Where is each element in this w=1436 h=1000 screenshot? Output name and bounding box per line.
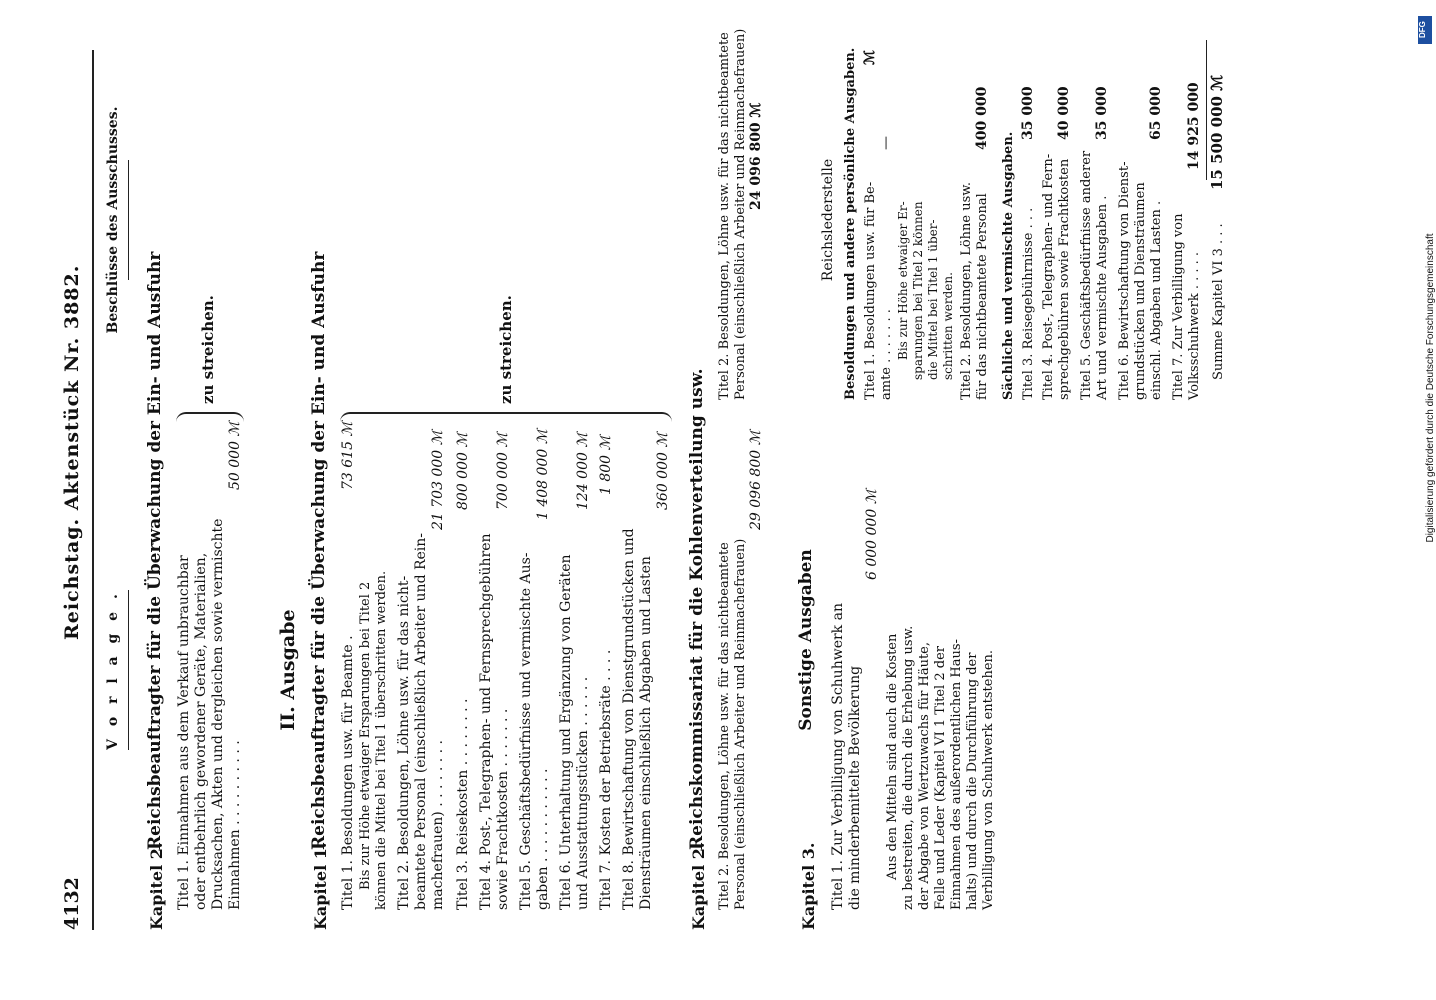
r-titel-5-line: Art und vermischte Ausgaben .: [1095, 195, 1110, 400]
r-titel-1-amount: —: [878, 136, 894, 150]
titel-6-line: Titel 6. Unterhaltung und Ergänzung von Geräten: [558, 554, 574, 910]
titel-4-line: sowie Frachtkosten . . . . . . .: [495, 708, 511, 910]
r-titel-6-line: Titel 6. Bewirtschaftung von Dienst-: [1117, 161, 1132, 400]
kap2-titel1-line: Drucksachen, Akten und dergleichen sowie vermischte: [210, 518, 226, 910]
r-titel-7-amount: 14 925 000: [1186, 82, 1202, 170]
titel-4-amount: 700 000 ℳ: [495, 432, 511, 510]
kap2-titel1-line: oder entbehrlich gewordener Geräte, Materialien,: [193, 552, 209, 910]
kapitel-2b-label: Kapitel 2.: [689, 842, 708, 930]
kapitel-2b-title: Reichskommissariat für die Kohlenverteilung usw.: [687, 368, 707, 850]
kap3-note-line: Einnahmen des außerordentlichen Haus-: [949, 639, 964, 910]
kapitel-3-label: Kapitel 3.: [799, 842, 818, 930]
r-titel-2-line: Titel 2. Besoldungen, Löhne usw.: [959, 182, 974, 400]
kap3-note-line: Aus den Mitteln sind auch die Kosten: [885, 633, 900, 880]
vorlage-heading: V o r l a g e .: [105, 590, 121, 750]
kap2b-titel2-amount: 29 096 800 ℳ: [748, 430, 764, 530]
titel-4-line: Titel 4. Post-, Telegraphen- und Fernsprechgebühren: [478, 533, 494, 910]
brace: [176, 412, 244, 422]
besoldungen-heading: Besoldungen und andere persönliche Ausgaben.: [843, 47, 858, 400]
kap3-note-line: halts) und durch die Durchführung der: [965, 652, 980, 910]
reichslederstelle-heading: Reichslederstelle: [820, 158, 836, 282]
kapitel-2-title: Reichsbeauftragter für die Überwachung der Ein- und Ausfuhr: [145, 251, 165, 850]
strike-note: zu streichen.: [497, 295, 515, 404]
r-titel-1-note: Bis zur Höhe etwaiger Er-: [896, 201, 910, 360]
r-kap2b-titel2-amount: 24 096 800 ℳ: [748, 102, 764, 210]
sum-label: Summe Kapitel VI 3 . . .: [1211, 223, 1226, 380]
titel-1-amount: 73 615 ℳ: [340, 421, 356, 490]
r-kap2b-titel2-line: Personal (einschließlich Arbeiter und Reinmachefrauen): [733, 28, 748, 400]
titel-8-amount: 360 000 ℳ: [655, 432, 671, 510]
r-titel-2-amount: 400 000: [974, 86, 990, 150]
kap2b-titel2-line: Titel 2. Besoldungen, Löhne usw. für das nichtbeamtete: [717, 542, 732, 910]
page-header: [62, 50, 94, 930]
kap3-note-line: der Abgabe von Wertzuwachs für Häute,: [917, 642, 932, 910]
page-number: 4132: [61, 877, 83, 930]
r-titel-7-line: Volksschuhwerk . . . . .: [1187, 251, 1202, 400]
r-titel-4-line: Titel 4. Post-, Telegraphen- und Fern-: [1041, 153, 1056, 400]
digitization-credit: [1418, 8, 1436, 992]
dfg-logo: DFG: [1418, 16, 1432, 44]
kap2-titel1-line: Titel 1. Einnahmen aus dem Verkauf unbrauchbar: [176, 555, 192, 910]
titel-1-note: können die Mittel bei Titel 1 überschritten werden.: [374, 570, 389, 910]
titel-2-line: beamtete Personal (einschließlich Arbeiter und Rein-: [413, 532, 429, 910]
r-titel-3-amount: 35 000: [1020, 86, 1036, 140]
saechliche-heading: Sächliche und vermischte Ausgaben.: [1001, 131, 1016, 400]
titel-6-line: und Ausstattungsstücken . . . . . .: [575, 676, 591, 910]
r-titel-7-line: Titel 7. Zur Verbilligung von: [1171, 213, 1186, 400]
credit-text: Digitalisierung gefördert durch die Deutsche Forschungsgemeinschaft: [1425, 233, 1436, 543]
kapitel-1-title: Reichsbeauftragter für die Überwachung der Ein- und Ausfuhr: [309, 251, 329, 850]
r-currency-unit: ℳ: [862, 50, 878, 65]
r-kap2b-titel2-line: Titel 2. Besoldungen, Löhne usw. für das nichtbeamtete: [717, 32, 732, 400]
titel-7: Titel 7. Kosten der Betriebsräte . . . .: [598, 649, 614, 910]
titel-1-note: Bis zur Höhe etwaiger Ersparungen bei Titel 2: [358, 581, 373, 890]
titel-7-amount: 1 800 ℳ: [598, 435, 614, 495]
titel-5-line: gaben . . . . . . . . . . .: [535, 768, 551, 910]
kap3-note-line: zu bestreiten, die durch die Erhebung usw.: [901, 625, 916, 910]
r-titel-4-line: sprechgebühren sowie Frachtkosten: [1057, 158, 1072, 400]
kap3-titel1-line: Titel 1. Zur Verbilligung von Schuhwerk an: [830, 603, 846, 910]
kap3-note-line: Felle und Leder (Kapitel VI 1 Titel 2 der: [933, 646, 948, 910]
divider: [128, 160, 129, 280]
sum-rule: [1206, 40, 1207, 180]
r-titel-2-line: für das nichtbeamtete Personal: [975, 193, 990, 400]
titel-2-line: machefrauen) . . . . . . . .: [430, 740, 446, 910]
r-titel-1-note: die Mittel bei Titel 1 über-: [926, 219, 940, 380]
r-titel-4-amount: 40 000: [1056, 86, 1072, 140]
r-titel-1-note: schritten werden.: [941, 272, 955, 380]
titel-3-amount: 800 000 ℳ: [455, 432, 471, 510]
brace: [340, 412, 672, 422]
beschluesse-heading: Beschlüsse des Ausschusses.: [105, 106, 121, 334]
strike-note: zu streichen.: [199, 295, 217, 404]
kap2b-titel2-line: Personal (einschließlich Arbeiter und Reinmachefrauen): [733, 538, 748, 910]
divider: [128, 590, 129, 750]
kapitel-3-title: Sonstige Ausgaben: [796, 549, 816, 731]
r-titel-5-amount: 35 000: [1094, 86, 1110, 140]
page-title: Reichstag. Aktenstück Nr. 3882.: [61, 264, 83, 640]
titel-2-line: Titel 2. Besoldungen, Löhne usw. für das nicht-: [396, 575, 412, 910]
r-titel-3: Titel 3. Reisegebührnisse . . .: [1021, 207, 1036, 400]
kapitel-1-label: Kapitel 1.: [311, 842, 330, 930]
r-titel-6-line: grundstücken und Diensträumen: [1133, 182, 1148, 400]
titel-8-line: Diensträumen einschließlich Abgaben und Lasten: [638, 556, 654, 910]
r-titel-1-line: Titel 1. Besoldungen usw. für Be-: [863, 181, 878, 400]
section-ii-heading: II. Ausgabe: [277, 609, 299, 731]
kapitel-2-label: Kapitel 2.: [147, 842, 166, 930]
kap3-note-line: Verbilligung von Schuhwerk entstehen.: [981, 649, 996, 910]
titel-5-amount: 1 408 000 ℳ: [535, 429, 551, 520]
kap3-titel1-amount: 6 000 000 ℳ: [864, 489, 880, 580]
kap2-titel1-line: Einnahmen . . . . . . . . . .: [227, 740, 243, 910]
r-titel-1-note: sparungen bei Titel 2 können: [911, 201, 925, 380]
r-titel-5-line: Titel 5. Geschäftsbedürfnisse anderer: [1079, 150, 1094, 400]
r-titel-6-line: einschl. Abgaben und Lasten .: [1149, 200, 1164, 400]
kap2-titel1-amount: 50 000 ℳ: [227, 421, 243, 490]
titel-8-line: Titel 8. Bewirtschaftung von Dienstgrundstücken und: [621, 528, 637, 910]
titel-2-amount: 21 703 000 ℳ: [430, 430, 446, 530]
sum-amount: 15 500 000 ℳ: [1208, 74, 1226, 190]
kap3-titel1-line: die minderbemittelte Bevölkerung: [847, 665, 863, 910]
titel-5-line: Titel 5. Geschäftsbedürfnisse und vermischte Aus-: [518, 552, 534, 910]
r-titel-6-amount: 65 000: [1148, 86, 1164, 140]
titel-1: Titel 1. Besoldungen usw. für Beamte .: [340, 635, 356, 910]
titel-6-amount: 124 000 ℳ: [575, 432, 591, 510]
r-titel-1-line: amte . . . . . . .: [879, 309, 894, 400]
titel-3: Titel 3. Reisekosten . . . . . . . .: [455, 698, 471, 910]
